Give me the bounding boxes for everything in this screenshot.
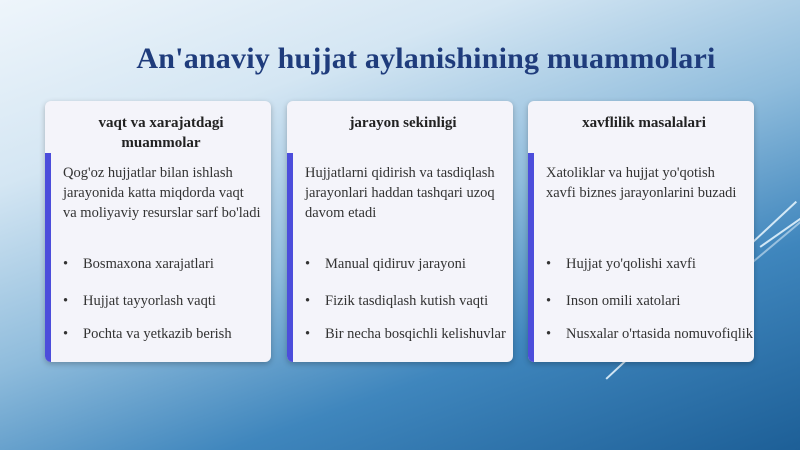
bullet-dot: • — [63, 256, 69, 272]
card-accent-bar — [287, 153, 293, 362]
bullet-text: Pochta va yetkazib berish — [83, 326, 232, 342]
bullet-dot: • — [546, 293, 552, 309]
bullet-text: Fizik tasdiqlash kutish vaqti — [325, 293, 489, 309]
card-title: jarayon sekinligi — [349, 115, 457, 131]
card-accent-bar — [45, 153, 51, 362]
card-risk-issues — [528, 101, 754, 362]
card-time-cost — [45, 101, 271, 362]
bullet-item — [546, 326, 753, 343]
card-description: Qog'oz hujjatlar bilan ishlash jarayonida katta miqdorda vaqt va moliyaviy resurslar sarf bo'ladi — [63, 165, 261, 221]
bullet-text: Bir necha bosqichli kelishuvlar — [325, 326, 506, 342]
card-description: Xatoliklar va hujjat yo'qotish xavfi biznes jarayonlarini buzadi — [546, 165, 737, 201]
bullet-dot: • — [546, 326, 552, 342]
bullet-dot: • — [546, 256, 552, 272]
card-accent-bar — [528, 153, 534, 362]
bullet-dot: • — [305, 293, 311, 309]
bullet-text: Hujjat tayyorlash vaqti — [83, 293, 216, 309]
bullet-text: Manual qidiruv jarayoni — [325, 256, 466, 272]
bullet-item — [63, 326, 232, 343]
bullet-item — [305, 326, 506, 343]
bullet-item — [305, 293, 488, 310]
slide-title: An'anaviy hujjat aylanishining muammolari — [136, 42, 716, 75]
bullet-item — [546, 293, 680, 310]
card-description: Hujjatlarni qidirish va tasdiqlash jarayonlari haddan tashqari uzoq davom etadi — [305, 165, 495, 221]
bullet-text: Bosmaxona xarajatlari — [83, 256, 214, 272]
card-process-slowness — [287, 101, 513, 362]
bullet-dot: • — [63, 326, 69, 342]
card-title: xavflilik masalalari — [582, 115, 706, 131]
bullet-text: Inson omili xatolari — [566, 293, 681, 309]
bullet-dot: • — [305, 326, 311, 342]
card-title: vaqt va xarajatdagi muammolar — [98, 115, 224, 151]
bullet-text: Hujjat yo'qolishi xavfi — [566, 256, 696, 272]
bullet-item — [63, 293, 216, 310]
bullet-item — [305, 256, 466, 273]
bullet-text: Nusxalar o'rtasida nomuvofiqlik — [566, 326, 754, 342]
bullet-item — [63, 256, 214, 273]
bullet-dot: • — [63, 293, 69, 309]
bullet-item — [546, 256, 696, 273]
bullet-dot: • — [305, 256, 311, 272]
